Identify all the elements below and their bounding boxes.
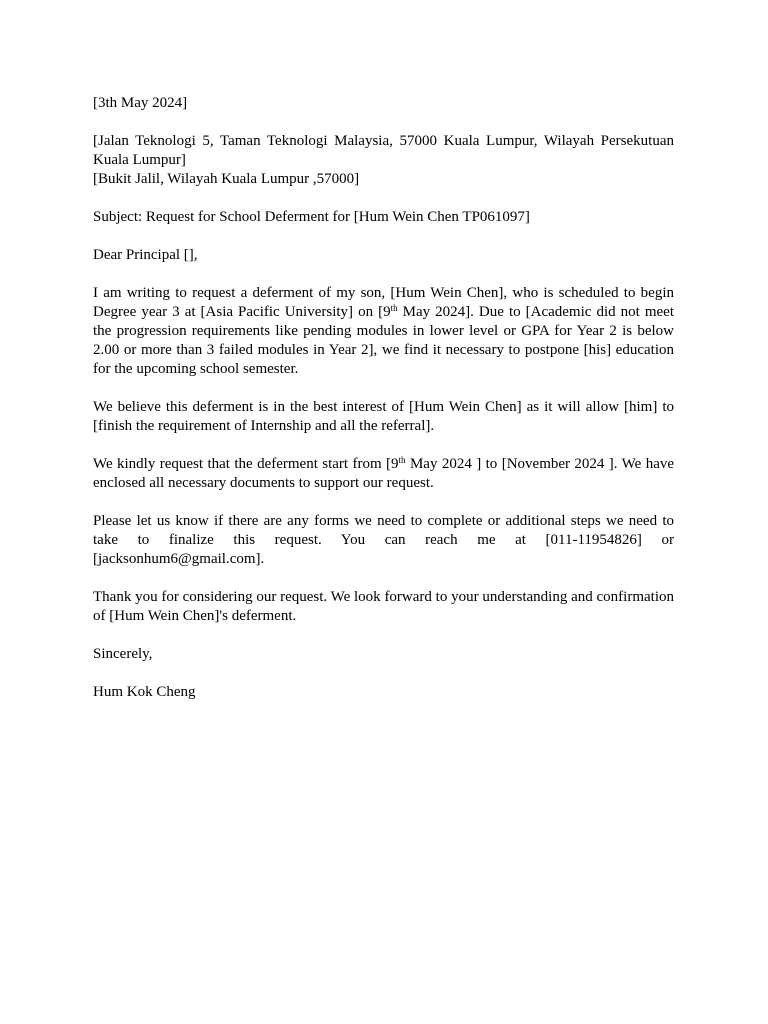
paragraph-3-part-b: May 2024 ] to [November 2024 ]. We have enclosed all necessary documents to support our request. bbox=[93, 456, 675, 491]
letter-salutation: Dear Principal [], bbox=[93, 247, 198, 263]
letter-subject: Subject: Request for School Deferment for [Hum Wein Chen TP061097] bbox=[93, 209, 530, 225]
paragraph-1 bbox=[93, 284, 674, 379]
paragraph-4: Please let us know if there are any forms we need to complete or additional steps we need to take to finalize this request. You can reach me at [011-11954826] or [jacksonhum6@gmail.com]. bbox=[93, 513, 674, 567]
address-line-2: [Bukit Jalil, Wilayah Kuala Lumpur ,57000] bbox=[93, 171, 360, 187]
paragraph-3 bbox=[93, 455, 674, 493]
paragraph-3-part-a: We kindly request that the deferment start from [9 bbox=[93, 456, 399, 472]
paragraph-2: We believe this deferment is in the best interest of [Hum Wein Chen] as it will allow [him] to [finish the requirement of Internship and all the referral]. bbox=[93, 399, 674, 434]
paragraph-5: Thank you for considering our request. We look forward to your understanding and confirmation of [Hum Wein Chen]'s deferment. bbox=[93, 589, 674, 624]
address-line-1: [Jalan Teknologi 5, Taman Teknologi Malaysia, 57000 Kuala Lumpur, Wilayah Persekutuan Kuala Lumpur] bbox=[93, 133, 674, 168]
letter-body bbox=[93, 94, 674, 721]
paragraph-3-superscript: th bbox=[398, 455, 406, 465]
letter-closing: Sincerely, bbox=[93, 646, 153, 662]
paragraph-1-part-b: May 2024]. Due to [Academic did not meet the progression requirements like pending modules in lower level or GPA for Year 2 is below 2.00 or more than 3 failed modules in Year 2], we find it necessary to postpone [his] education for the upcoming school semester. bbox=[93, 304, 674, 377]
paragraph-1-superscript: th bbox=[390, 303, 398, 313]
paragraph-1-part-a: I am writing to request a deferment of my son, [Hum Wein Chen], who is scheduled to begin Degree year 3 at [Asia Pacific University] on [9 bbox=[93, 285, 674, 320]
letter-signature: Hum Kok Cheng bbox=[93, 684, 196, 700]
letter-date: [3th May 2024] bbox=[93, 95, 188, 111]
